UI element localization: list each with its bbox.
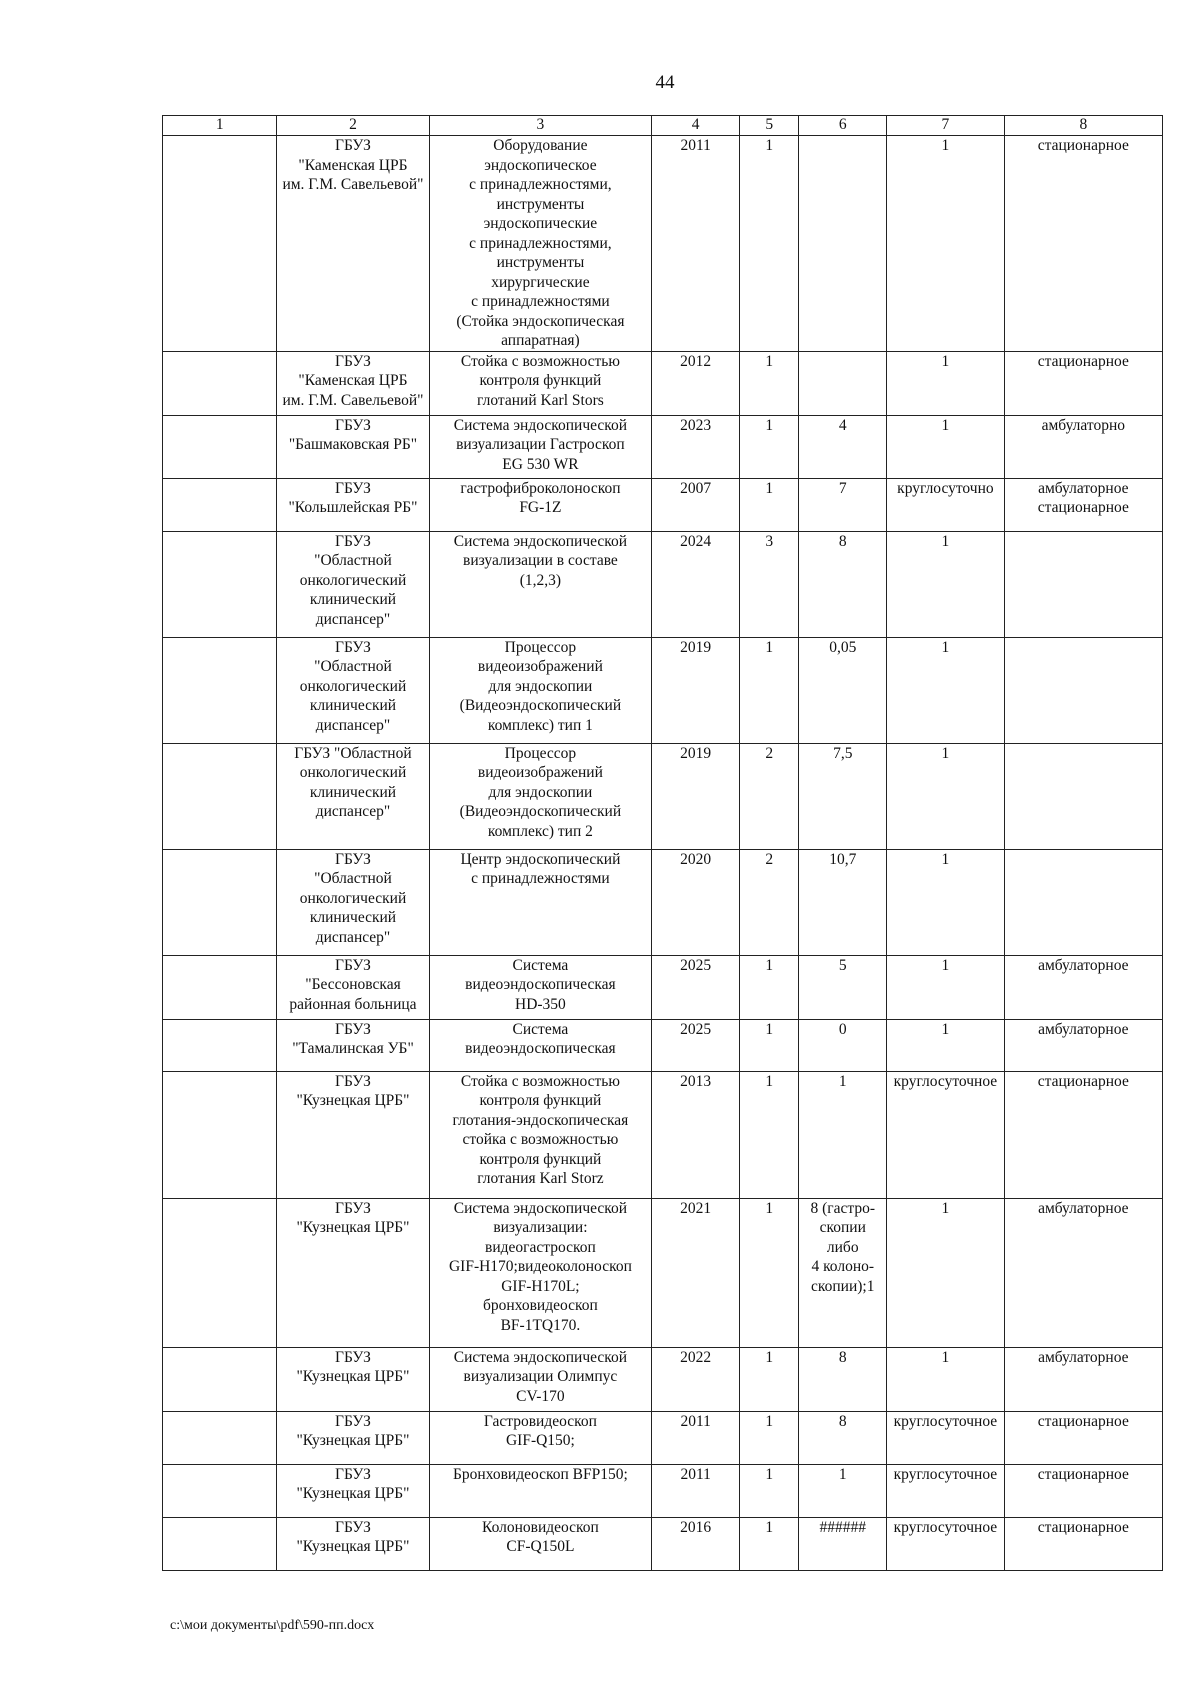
capacity-cell — [799, 136, 887, 352]
year-cell: 2011 — [652, 1411, 740, 1464]
care-type-cell: стационарное — [1004, 1464, 1162, 1517]
equipment-cell: Система эндоскопической визуализации: видеогастроскоп GIF-H170;видеоколоноскоп GIF-H170L; бронховидеоскоп BF-1TQ170. — [429, 1198, 652, 1347]
mode-cell: 1 — [887, 351, 1004, 415]
equipment-table — [162, 115, 1163, 1571]
header-cell-5: 5 — [740, 116, 799, 136]
equipment-cell: Процессор видеоизображений для эндоскопии (Видеоэндоскопический комплекс) тип 2 — [429, 743, 652, 849]
quantity-cell: 1 — [740, 351, 799, 415]
header-cell-6: 6 — [799, 116, 887, 136]
mode-cell: 1 — [887, 531, 1004, 637]
year-cell: 2011 — [652, 1464, 740, 1517]
mode-cell: круглосуточное — [887, 1464, 1004, 1517]
care-type-cell: амбулаторное стационарное — [1004, 478, 1162, 531]
table-row — [163, 1071, 1163, 1198]
equipment-cell: Оборудование эндоскопическое с принадлежностями, инструменты эндоскопические с принадлежностями, инструменты хирургические с принадлежностями (Стойка эндоскопическая аппаратная) — [429, 136, 652, 352]
quantity-cell: 1 — [740, 1019, 799, 1071]
table-row — [163, 1517, 1163, 1570]
quantity-cell: 1 — [740, 1071, 799, 1198]
equipment-cell: Процессор видеоизображений для эндоскопии (Видеоэндоскопический комплекс) тип 1 — [429, 637, 652, 743]
equipment-cell: Система видеоэндоскопическая — [429, 1019, 652, 1071]
year-cell: 2013 — [652, 1071, 740, 1198]
table-row — [163, 351, 1163, 415]
equipment-cell: Система эндоскопической визуализации Гастроскоп EG 530 WR — [429, 415, 652, 478]
quantity-cell: 1 — [740, 1464, 799, 1517]
table-row — [163, 1198, 1163, 1347]
equipment-cell: Бронховидеоскоп BFP150; — [429, 1464, 652, 1517]
mode-cell: круглосуточное — [887, 1517, 1004, 1570]
organization-cell: ГБУЗ "Областной онкологический клинический диспансер" — [277, 637, 429, 743]
organization-cell: ГБУЗ "Кузнецкая ЦРБ" — [277, 1071, 429, 1198]
organization-cell: ГБУЗ "Башмаковская РБ" — [277, 415, 429, 478]
table-row — [163, 478, 1163, 531]
row-number-cell — [163, 637, 277, 743]
mode-cell: круглосуточное — [887, 1071, 1004, 1198]
quantity-cell: 1 — [740, 1198, 799, 1347]
row-number-cell — [163, 1347, 277, 1411]
year-cell: 2024 — [652, 531, 740, 637]
organization-cell: ГБУЗ "Кузнецкая ЦРБ" — [277, 1517, 429, 1570]
footer-file-path: c:\мои документы\pdf\590-пп.docx — [170, 1618, 375, 1633]
table-row — [163, 955, 1163, 1019]
mode-cell: 1 — [887, 1198, 1004, 1347]
equipment-cell: гастрофиброколоноскоп FG-1Z — [429, 478, 652, 531]
care-type-cell — [1004, 849, 1162, 955]
year-cell: 2011 — [652, 136, 740, 352]
equipment-cell: Система эндоскопической визуализации Олимпус CV-170 — [429, 1347, 652, 1411]
header-cell-1: 1 — [163, 116, 277, 136]
care-type-cell: амбулаторное — [1004, 1198, 1162, 1347]
capacity-cell: ###### — [799, 1517, 887, 1570]
care-type-cell: стационарное — [1004, 136, 1162, 352]
year-cell: 2025 — [652, 1019, 740, 1071]
organization-cell: ГБУЗ "Тамалинская УБ" — [277, 1019, 429, 1071]
row-number-cell — [163, 955, 277, 1019]
organization-cell: ГБУЗ "Кузнецкая ЦРБ" — [277, 1347, 429, 1411]
care-type-cell: стационарное — [1004, 1517, 1162, 1570]
row-number-cell — [163, 136, 277, 352]
equipment-cell: Центр эндоскопический с принадлежностями — [429, 849, 652, 955]
care-type-cell: амбулаторно — [1004, 415, 1162, 478]
mode-cell: 1 — [887, 1347, 1004, 1411]
table-row — [163, 1411, 1163, 1464]
header-cell-8: 8 — [1004, 116, 1162, 136]
capacity-cell: 8 — [799, 1347, 887, 1411]
capacity-cell: 8 — [799, 531, 887, 637]
equipment-cell: Стойка с возможностью контроля функций глотаний Karl Stors — [429, 351, 652, 415]
table-row — [163, 849, 1163, 955]
year-cell: 2019 — [652, 637, 740, 743]
quantity-cell: 1 — [740, 955, 799, 1019]
quantity-cell: 3 — [740, 531, 799, 637]
year-cell: 2025 — [652, 955, 740, 1019]
mode-cell: 1 — [887, 136, 1004, 352]
header-cell-7: 7 — [887, 116, 1004, 136]
organization-cell: ГБУЗ "Каменская ЦРБ им. Г.М. Савельевой" — [277, 136, 429, 352]
table-row — [163, 637, 1163, 743]
table-row — [163, 415, 1163, 478]
care-type-cell: амбулаторное — [1004, 955, 1162, 1019]
mode-cell: 1 — [887, 1019, 1004, 1071]
year-cell: 2022 — [652, 1347, 740, 1411]
row-number-cell — [163, 1019, 277, 1071]
equipment-cell: Система видеоэндоскопическая HD-350 — [429, 955, 652, 1019]
capacity-cell: 0 — [799, 1019, 887, 1071]
table-row — [163, 1464, 1163, 1517]
page-number: 44 — [655, 72, 675, 93]
header-row — [163, 116, 1163, 136]
row-number-cell — [163, 478, 277, 531]
organization-cell: ГБУЗ "Областной онкологический клинический диспансер" — [277, 743, 429, 849]
header-cell-3: 3 — [429, 116, 652, 136]
organization-cell: ГБУЗ "Бессоновская районная больница — [277, 955, 429, 1019]
table-row — [163, 136, 1163, 352]
equipment-cell: Система эндоскопической визуализации в составе (1,2,3) — [429, 531, 652, 637]
year-cell: 2021 — [652, 1198, 740, 1347]
care-type-cell: амбулаторное — [1004, 1347, 1162, 1411]
header-cell-4: 4 — [652, 116, 740, 136]
year-cell: 2023 — [652, 415, 740, 478]
row-number-cell — [163, 1464, 277, 1517]
mode-cell: 1 — [887, 637, 1004, 743]
organization-cell: ГБУЗ "Каменская ЦРБ им. Г.М. Савельевой" — [277, 351, 429, 415]
mode-cell: круглосуточно — [887, 478, 1004, 531]
row-number-cell — [163, 849, 277, 955]
organization-cell: ГБУЗ "Кузнецкая ЦРБ" — [277, 1411, 429, 1464]
quantity-cell: 1 — [740, 637, 799, 743]
year-cell: 2016 — [652, 1517, 740, 1570]
row-number-cell — [163, 351, 277, 415]
quantity-cell: 1 — [740, 415, 799, 478]
mode-cell: 1 — [887, 849, 1004, 955]
care-type-cell: стационарное — [1004, 1411, 1162, 1464]
table-row — [163, 743, 1163, 849]
row-number-cell — [163, 1071, 277, 1198]
capacity-cell: 1 — [799, 1464, 887, 1517]
organization-cell: ГБУЗ "Областной онкологический клинический диспансер" — [277, 531, 429, 637]
quantity-cell: 1 — [740, 1411, 799, 1464]
table-row — [163, 1019, 1163, 1071]
care-type-cell: стационарное — [1004, 1071, 1162, 1198]
equipment-cell: Гастровидеоскоп GIF-Q150; — [429, 1411, 652, 1464]
table-row — [163, 1347, 1163, 1411]
care-type-cell: стационарное — [1004, 351, 1162, 415]
row-number-cell — [163, 1517, 277, 1570]
year-cell: 2007 — [652, 478, 740, 531]
year-cell: 2020 — [652, 849, 740, 955]
organization-cell: ГБУЗ "Кузнецкая ЦРБ" — [277, 1464, 429, 1517]
table-row — [163, 531, 1163, 637]
mode-cell: круглосуточное — [887, 1411, 1004, 1464]
care-type-cell: амбулаторное — [1004, 1019, 1162, 1071]
mode-cell: 1 — [887, 415, 1004, 478]
capacity-cell: 1 — [799, 1071, 887, 1198]
header-cell-2: 2 — [277, 116, 429, 136]
care-type-cell — [1004, 637, 1162, 743]
quantity-cell: 1 — [740, 1517, 799, 1570]
capacity-cell: 10,7 — [799, 849, 887, 955]
care-type-cell — [1004, 743, 1162, 849]
equipment-cell: Стойка с возможностью контроля функций глотания-эндоскопическая стойка с возможностью контроля функций глотания Karl Storz — [429, 1071, 652, 1198]
quantity-cell: 2 — [740, 743, 799, 849]
row-number-cell — [163, 1198, 277, 1347]
row-number-cell — [163, 531, 277, 637]
capacity-cell: 0,05 — [799, 637, 887, 743]
row-number-cell — [163, 743, 277, 849]
capacity-cell: 7,5 — [799, 743, 887, 849]
mode-cell: 1 — [887, 955, 1004, 1019]
capacity-cell: 8 (гастро- скопии либо 4 колоно- скопии);1 — [799, 1198, 887, 1347]
quantity-cell: 2 — [740, 849, 799, 955]
capacity-cell: 7 — [799, 478, 887, 531]
year-cell: 2019 — [652, 743, 740, 849]
mode-cell: 1 — [887, 743, 1004, 849]
quantity-cell: 1 — [740, 478, 799, 531]
capacity-cell: 4 — [799, 415, 887, 478]
quantity-cell: 1 — [740, 136, 799, 352]
equipment-cell: Колоновидеоскоп CF-Q150L — [429, 1517, 652, 1570]
capacity-cell: 5 — [799, 955, 887, 1019]
capacity-cell — [799, 351, 887, 415]
care-type-cell — [1004, 531, 1162, 637]
organization-cell: ГБУЗ "Кольшлейская РБ" — [277, 478, 429, 531]
organization-cell: ГБУЗ "Областной онкологический клинический диспансер" — [277, 849, 429, 955]
organization-cell: ГБУЗ "Кузнецкая ЦРБ" — [277, 1198, 429, 1347]
row-number-cell — [163, 415, 277, 478]
quantity-cell: 1 — [740, 1347, 799, 1411]
year-cell: 2012 — [652, 351, 740, 415]
row-number-cell — [163, 1411, 277, 1464]
capacity-cell: 8 — [799, 1411, 887, 1464]
